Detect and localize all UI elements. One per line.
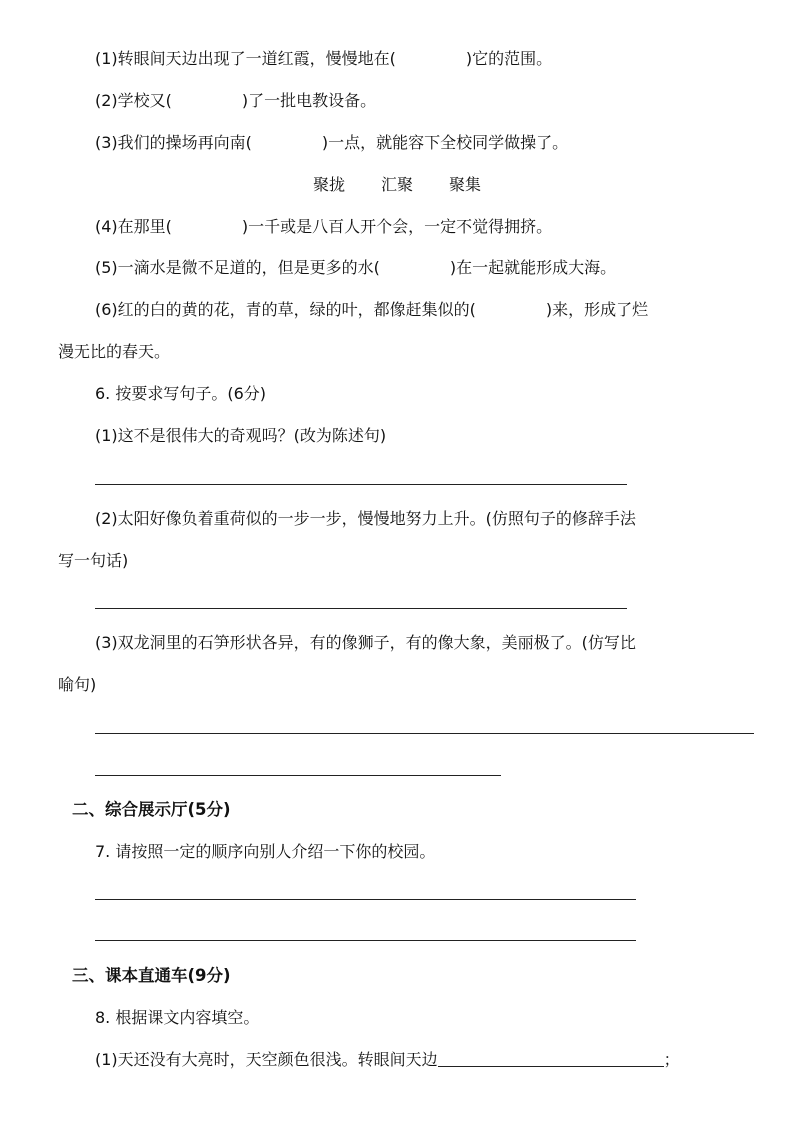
question-8: 8. 根据课文内容填空。 [95, 1008, 260, 1027]
q1-text-after: )它的范围。 [465, 49, 553, 68]
section-2-heading: 二、综合展示厅(5分) [72, 800, 231, 819]
q8-1-end: ； [663, 1050, 680, 1069]
word-option-1: 聚拢 [312, 175, 345, 194]
q3-text-before: (3)我们的操场再向南( [95, 133, 252, 152]
sentence-task-3: (3)双龙洞里的石笋形状各异，有的像狮子，有的像大象，美丽极了。(仿写比 [95, 633, 636, 652]
q6-text-after: )来，形成了烂 [545, 300, 649, 319]
sentence-task-2: (2)太阳好像负着重荷似的一步一步，慢慢地努力上升。(仿照句子的修辞手法 [95, 509, 636, 528]
answer-line-3b[interactable] [95, 775, 501, 776]
question-2 [95, 90, 376, 112]
question-7: 7. 请按照一定的顺序向别人介绍一下你的校园。 [95, 842, 436, 861]
answer-line-2[interactable] [95, 608, 627, 609]
q4-text-before: (4)在那里( [95, 217, 172, 236]
question-3 [95, 132, 568, 154]
question-6-title: 6. 按要求写句子。(6分) [95, 384, 267, 403]
q8-1-text: (1)天还没有大亮时，天空颜色很浅。转眼间天边 [95, 1050, 438, 1069]
q5-text-after: )在一起就能形成大海。 [449, 258, 617, 277]
section-3-heading: 三、课本直通车(9分) [72, 966, 231, 985]
q5-text-before: (5)一滴水是微不足道的，但是更多的水( [95, 258, 380, 277]
question-4 [95, 216, 552, 238]
answer-line-3a[interactable] [95, 733, 754, 734]
word-option-3: 聚集 [449, 175, 482, 194]
question-8-1 [95, 1049, 680, 1071]
question-6-fill [95, 299, 648, 321]
word-option-2: 汇聚 [380, 175, 413, 194]
sentence-task-1: (1)这不是很伟大的奇观吗？(改为陈述句) [95, 426, 387, 445]
question-1 [95, 48, 552, 70]
q6-continuation: 漫无比的春天。 [58, 342, 171, 361]
word-options [0, 174, 794, 196]
q6-text-before: (6)红的白的黄的花，青的草，绿的叶，都像赶集似的( [95, 300, 476, 319]
q2-text-before: (2)学校又( [95, 91, 172, 110]
answer-line-7b[interactable] [95, 940, 636, 941]
q2-text-after: )了一批电教设备。 [241, 91, 377, 110]
q8-1-blank[interactable] [438, 1052, 664, 1067]
sentence-task-2-cont: 写一句话) [58, 551, 129, 570]
q3-text-after: )一点，就能容下全校同学做操了。 [321, 133, 569, 152]
question-5 [95, 257, 616, 279]
sentence-task-3-cont: 喻句) [58, 675, 97, 694]
answer-line-1[interactable] [95, 484, 627, 485]
q1-text-before: (1)转眼间天边出现了一道红霞，慢慢地在( [95, 49, 396, 68]
q4-text-after: )一千或是八百人开个会，一定不觉得拥挤。 [241, 217, 553, 236]
answer-line-7a[interactable] [95, 899, 636, 900]
